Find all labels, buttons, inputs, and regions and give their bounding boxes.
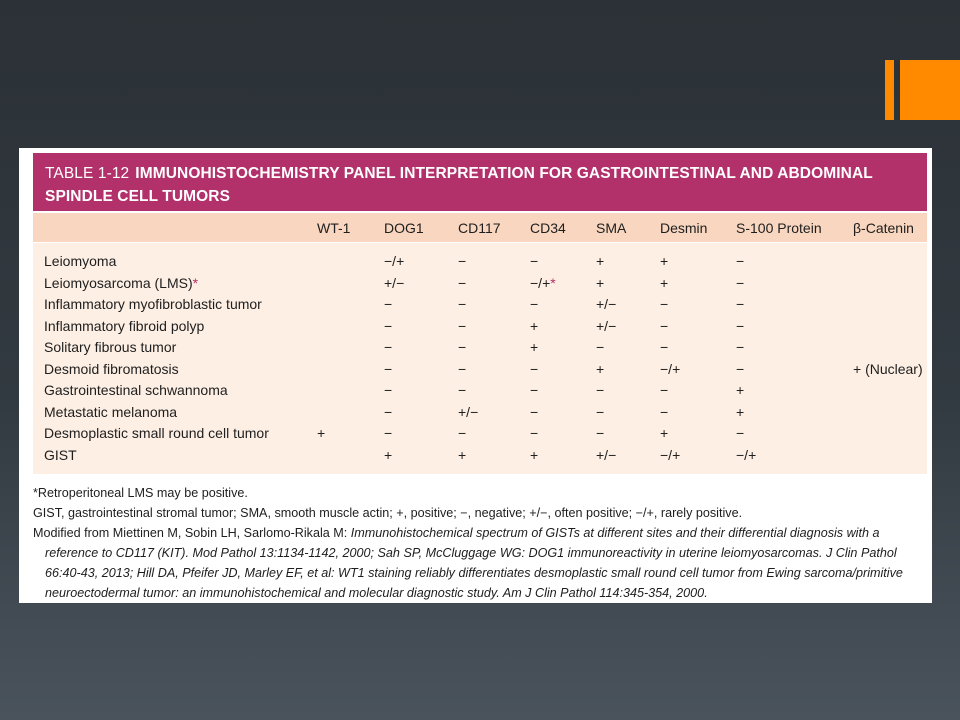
row-label-text: Desmoid fibromatosis bbox=[44, 360, 179, 377]
table-cell bbox=[736, 318, 744, 334]
table-cell bbox=[660, 361, 680, 377]
table-title-line2: SPINDLE CELL TUMORS bbox=[45, 188, 231, 205]
table-cell bbox=[384, 296, 392, 312]
row-label-text: Leiomyosarcoma (LMS) bbox=[44, 274, 193, 291]
cell-value: − bbox=[660, 317, 669, 334]
table-cell bbox=[530, 318, 538, 334]
row-label-text: Inflammatory myofibroblastic tumor bbox=[44, 296, 262, 312]
cell-value: − bbox=[660, 339, 669, 355]
table-cell bbox=[736, 425, 744, 441]
cell-value: +/− bbox=[596, 296, 617, 312]
table-cell bbox=[458, 404, 478, 420]
column-header: Desmin bbox=[660, 220, 708, 236]
cell-value: +/− bbox=[384, 274, 405, 291]
table-cell bbox=[596, 425, 604, 441]
row-label bbox=[44, 447, 77, 463]
row-label-text: GIST bbox=[44, 446, 77, 463]
table-cell bbox=[530, 382, 538, 398]
table-cell bbox=[596, 318, 616, 334]
footnote-mark: * bbox=[192, 274, 199, 291]
cell-value: − bbox=[596, 403, 605, 420]
table-cell bbox=[458, 318, 466, 334]
table-cell bbox=[384, 253, 404, 269]
row-label bbox=[44, 361, 179, 377]
footnote-1: *Retroperitoneal LMS may be positive. bbox=[33, 486, 248, 500]
cell-value: + bbox=[596, 360, 605, 377]
row-label bbox=[44, 253, 116, 269]
cell-value: − bbox=[530, 425, 539, 441]
table-cell bbox=[736, 361, 744, 377]
cell-value: −/+ bbox=[530, 274, 551, 291]
table-cell bbox=[530, 296, 538, 312]
cell-value: − bbox=[384, 317, 393, 334]
row-label-text: Inflammatory fibroid polyp bbox=[44, 317, 205, 334]
row-label-text: Leiomyoma bbox=[44, 253, 117, 269]
table-cell bbox=[660, 404, 668, 420]
row-label bbox=[44, 318, 204, 334]
cell-value: + bbox=[736, 403, 745, 420]
cell-value: − bbox=[736, 339, 745, 355]
cell-value: − bbox=[736, 253, 745, 269]
cell-value: +/− bbox=[596, 317, 617, 334]
cell-value: −/+ bbox=[384, 253, 405, 269]
cell-value: − bbox=[384, 403, 393, 420]
cell-value: + bbox=[596, 253, 605, 269]
row-label bbox=[44, 275, 198, 291]
cell-value: + bbox=[458, 446, 467, 463]
cell-value: − bbox=[596, 425, 605, 441]
footnote-3-ref3-cont: neuroectodermal tumor: an immunohistochemical and molecular diagnostic study. Am J Clin Pathol 114:345-354, 2000. bbox=[45, 586, 708, 600]
table-cell bbox=[384, 382, 392, 398]
cell-value: − bbox=[458, 360, 467, 377]
table-footnotes bbox=[33, 483, 923, 603]
cell-value: −/+ bbox=[660, 360, 681, 377]
table-cell bbox=[660, 253, 668, 269]
table-cell bbox=[660, 339, 668, 355]
footnote-3-cont3 bbox=[33, 583, 923, 603]
column-header-row bbox=[33, 213, 927, 242]
table-cell bbox=[458, 447, 466, 463]
table-cell bbox=[596, 404, 604, 420]
cell-value: − bbox=[384, 425, 393, 441]
table-cell bbox=[660, 318, 668, 334]
table-cell bbox=[384, 425, 392, 441]
footnote-3-ref2: Sah SP, McCluggage WG: DOG1 immunoreactivity in uterine leiomyosarcomas. J Clin Pathol bbox=[377, 546, 897, 560]
row-label bbox=[44, 382, 228, 398]
cell-value: + bbox=[317, 425, 326, 441]
table-cell bbox=[458, 382, 466, 398]
cell-value: − bbox=[458, 425, 467, 441]
table-cell bbox=[384, 318, 392, 334]
row-label bbox=[44, 339, 176, 355]
cell-value: + bbox=[660, 274, 669, 291]
table-cell bbox=[660, 382, 668, 398]
table-cell bbox=[530, 361, 538, 377]
footnote-3-prefix: Modified from Miettinen M, Sobin LH, Sarlomo-Rikala M: bbox=[33, 526, 351, 540]
cell-value: − bbox=[736, 296, 745, 312]
table-cell bbox=[530, 275, 556, 291]
table-title bbox=[45, 162, 905, 208]
footnote-2: GIST, gastrointestinal stromal tumor; SMA, smooth muscle actin; +, positive; −, negative; +/−, often positive; −/+, rarely positive. bbox=[33, 506, 743, 520]
cell-value: −/+ bbox=[660, 446, 681, 463]
table-cell bbox=[384, 447, 392, 463]
cell-value: + bbox=[736, 382, 745, 398]
table-cell bbox=[596, 296, 616, 312]
column-header: β-Catenin bbox=[853, 220, 914, 236]
row-label bbox=[44, 404, 177, 420]
row-label-text: Solitary fibrous tumor bbox=[44, 339, 177, 355]
table-cell bbox=[660, 447, 680, 463]
table-cell bbox=[384, 361, 392, 377]
table-cell bbox=[736, 275, 744, 291]
cell-value: + bbox=[660, 253, 669, 269]
table-cell bbox=[660, 425, 668, 441]
cell-value: − bbox=[736, 274, 745, 291]
cell-value: − bbox=[596, 339, 605, 355]
table-cell bbox=[736, 339, 744, 355]
table-cell bbox=[660, 296, 668, 312]
table-title-line1: IMMUNOHISTOCHEMISTRY PANEL INTERPRETATION FOR GASTROINTESTINAL AND ABDOMINAL bbox=[135, 165, 873, 182]
cell-value: − bbox=[660, 403, 669, 420]
table-cell bbox=[530, 339, 538, 355]
cell-value: − bbox=[458, 339, 467, 355]
table-cell bbox=[384, 339, 392, 355]
cell-value: + bbox=[530, 339, 539, 355]
footnote-3-ref1: Immunohistochemical spectrum of GISTs at different sites and their differential diagnosis with a bbox=[350, 526, 880, 540]
cell-value: − bbox=[530, 403, 539, 420]
cell-value: − bbox=[736, 360, 745, 377]
table-cell bbox=[317, 425, 325, 441]
cell-value: − bbox=[384, 382, 393, 398]
table-title-band bbox=[33, 153, 927, 211]
cell-value: − bbox=[596, 382, 605, 398]
table-cell bbox=[596, 361, 604, 377]
cell-value: −/+ bbox=[736, 446, 757, 463]
column-header: WT-1 bbox=[317, 220, 351, 236]
cell-value: +/− bbox=[458, 403, 479, 420]
cell-value: − bbox=[458, 253, 467, 269]
table-cell bbox=[596, 275, 604, 291]
cell-value: − bbox=[530, 382, 539, 398]
table-cell bbox=[530, 447, 538, 463]
cell-value: + bbox=[530, 446, 539, 463]
cell-value: − bbox=[384, 339, 393, 355]
table-cell bbox=[384, 275, 404, 291]
table-cell bbox=[596, 339, 604, 355]
row-label-text: Metastatic melanoma bbox=[44, 403, 178, 420]
accent-bar bbox=[885, 60, 894, 120]
table-cell bbox=[736, 382, 744, 398]
table-cell bbox=[458, 361, 466, 377]
cell-value: − bbox=[660, 382, 669, 398]
table-cell bbox=[384, 404, 392, 420]
footnote-3-ref3: Hill DA, Pfeifer JD, Marley EF, et al: WT1 staining reliably differentiates desmoplastic small round cell tumor from Ewing sarcoma/primitive bbox=[136, 566, 903, 580]
cell-value: − bbox=[530, 296, 539, 312]
footnote-3-cont2 bbox=[33, 563, 923, 583]
cell-value: + bbox=[530, 317, 539, 334]
table-cell bbox=[596, 447, 616, 463]
row-label bbox=[44, 296, 262, 312]
column-header: SMA bbox=[596, 220, 627, 236]
table-cell bbox=[530, 253, 538, 269]
cell-value: − bbox=[384, 360, 393, 377]
cell-value: − bbox=[458, 317, 467, 334]
table-cell bbox=[530, 425, 538, 441]
table-cell bbox=[736, 447, 756, 463]
column-header: S-100 Protein bbox=[736, 220, 822, 236]
table-cell bbox=[458, 296, 466, 312]
footnote-3-ref1-cont: reference to CD117 (KIT). Mod Pathol 13:1134-1142, 2000; bbox=[45, 546, 378, 560]
column-header: CD117 bbox=[458, 220, 501, 236]
table-cell bbox=[736, 253, 744, 269]
table-cell bbox=[853, 361, 923, 377]
column-header: DOG1 bbox=[384, 220, 424, 236]
table-cell bbox=[458, 339, 466, 355]
cell-value: + bbox=[384, 446, 393, 463]
row-label-text: Gastrointestinal schwannoma bbox=[44, 382, 228, 398]
cell-value: − bbox=[458, 382, 467, 398]
cell-value: − bbox=[384, 296, 393, 312]
footnote-3-cont1 bbox=[33, 543, 923, 563]
cell-value: − bbox=[530, 253, 539, 269]
table-number: TABLE 1-12 bbox=[45, 165, 130, 182]
table-cell bbox=[458, 253, 466, 269]
cell-value: + (Nuclear) bbox=[853, 360, 923, 377]
cell-value: − bbox=[530, 360, 539, 377]
footnote-mark: * bbox=[550, 274, 556, 291]
column-header: CD34 bbox=[530, 220, 566, 236]
table-cell bbox=[660, 275, 668, 291]
table-cell bbox=[530, 404, 538, 420]
cell-value: +/− bbox=[596, 446, 617, 463]
footnote-3-ref2-cont: 66:40-43, 2013; bbox=[45, 566, 137, 580]
footnote-3 bbox=[33, 523, 923, 543]
cell-value: − bbox=[458, 274, 467, 291]
row-label-text: Desmoplastic small round cell tumor bbox=[44, 425, 269, 441]
cell-value: − bbox=[736, 425, 745, 441]
table-cell bbox=[458, 425, 466, 441]
cell-value: − bbox=[660, 296, 669, 312]
cell-value: − bbox=[458, 296, 467, 312]
table-body bbox=[33, 243, 927, 474]
table-cell bbox=[458, 275, 466, 291]
table-cell bbox=[736, 404, 744, 420]
row-label bbox=[44, 425, 269, 441]
table-cell bbox=[736, 296, 744, 312]
table-panel bbox=[19, 148, 932, 603]
cell-value: + bbox=[596, 274, 605, 291]
cell-value: + bbox=[660, 425, 669, 441]
table-cell bbox=[596, 253, 604, 269]
accent-square bbox=[900, 60, 960, 120]
cell-value: − bbox=[736, 317, 745, 334]
table-cell bbox=[596, 382, 604, 398]
